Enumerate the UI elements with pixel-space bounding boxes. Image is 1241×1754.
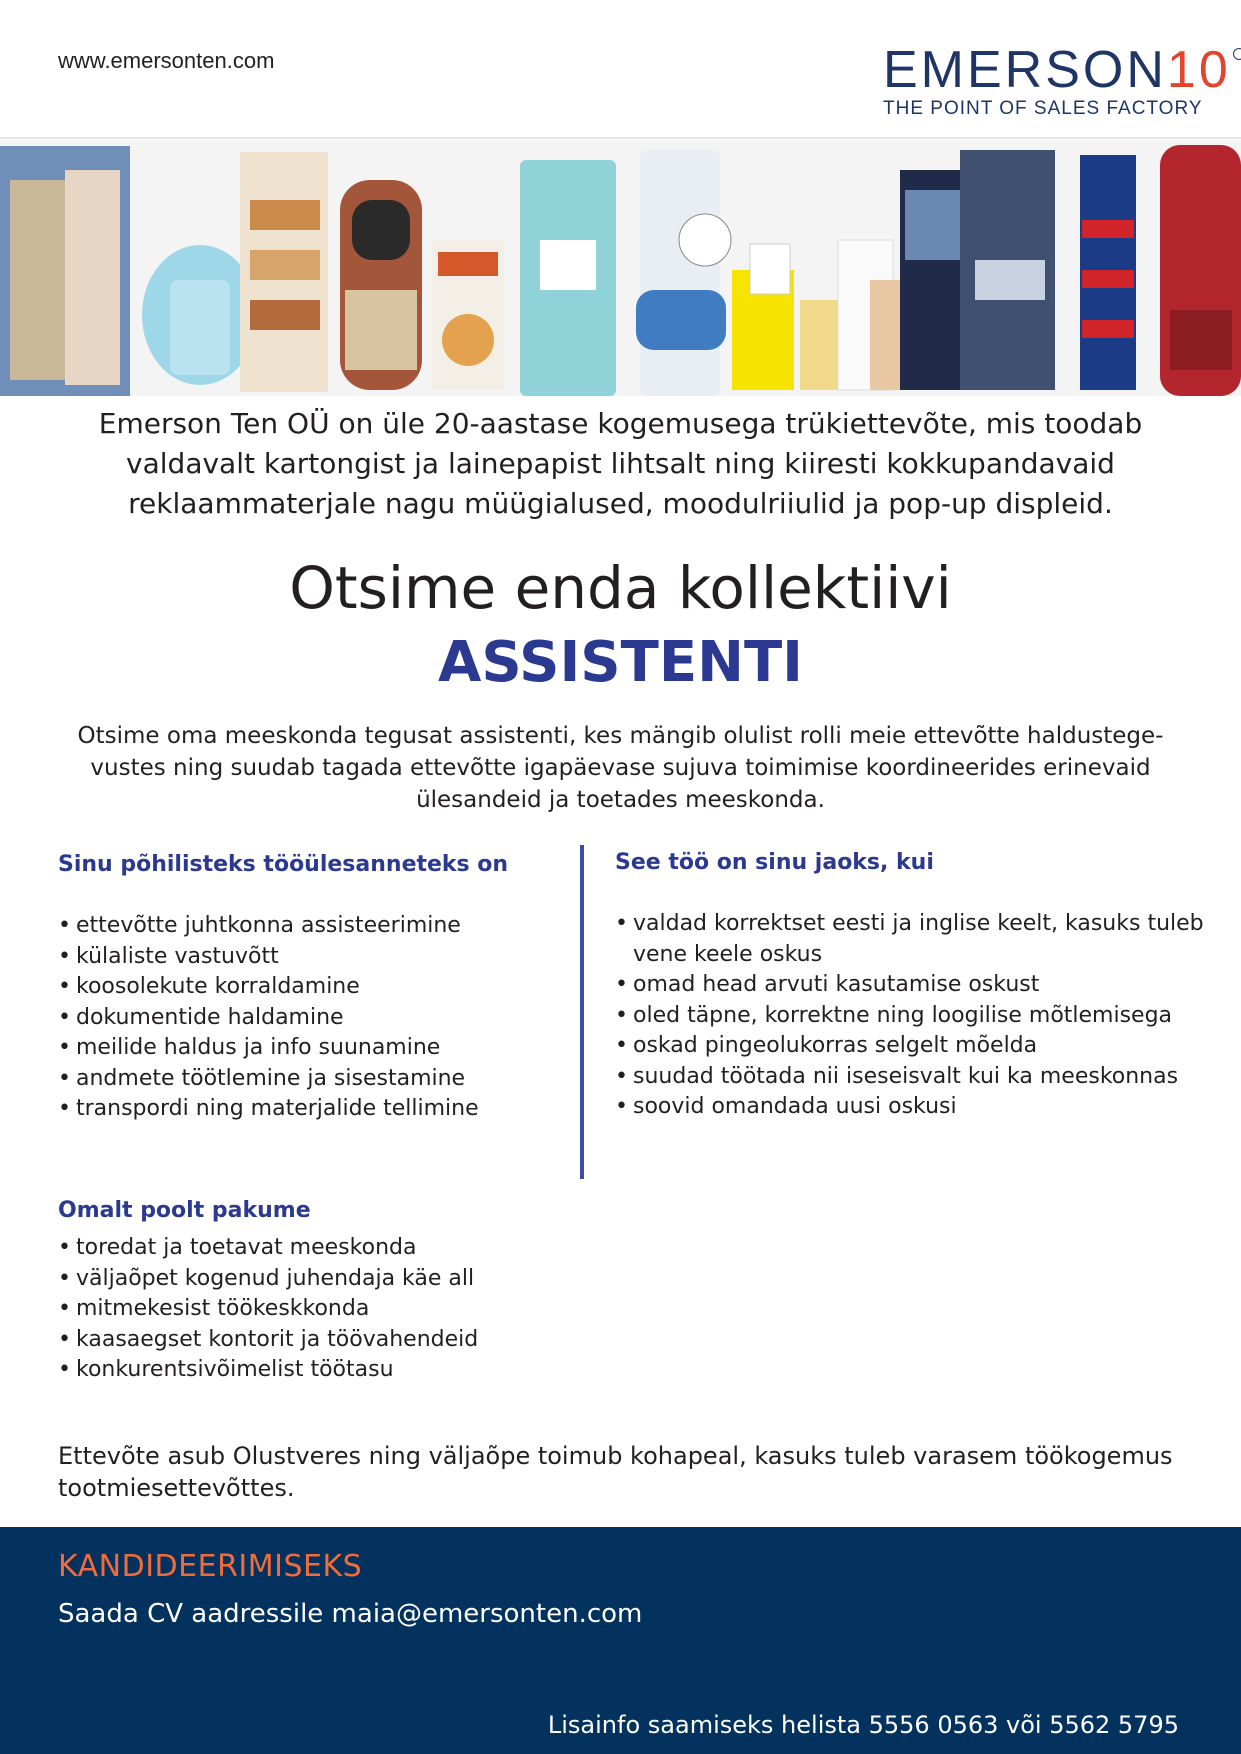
requirements-section <box>615 850 1215 1123</box>
location-note: Ettevõte asub Olustveres ning väljaõpe toimub kohapeal, kasuks tuleb varasem töökogemus tootmiesettevõttes. <box>58 1442 1173 1502</box>
apply-footer <box>0 1527 1241 1754</box>
company-logo <box>883 41 1231 120</box>
column-divider <box>580 845 584 1179</box>
list-item: • kaasaegset kontorit ja töövahendeid <box>58 1325 658 1356</box>
apply-email[interactable]: Saada CV aadressile maia@emersonten.com <box>58 1599 643 1629</box>
list-item: • andmete töötlemine ja sisestamine <box>58 1064 578 1095</box>
list-item: • suudad töötada nii iseseisvalt kui ka meeskonnas <box>615 1062 1215 1093</box>
company-intro: Emerson Ten OÜ on üle 20-aastase kogemusega trükiettevõte, mis toodab valdavalt kartongist ja lainepapist lihtsalt ning kiiresti kokkupandavaid reklaammaterjale nagu müügialused, moodulriiulid ja pop-up displeid. <box>98 407 1143 520</box>
tasks-title: Sinu põhilisteks tööülesanneteks on <box>58 852 509 877</box>
offer-section <box>58 1198 658 1386</box>
job-description: Otsime oma meeskonda tegusat assistenti, kes mängib olulist rolli meie ettevõtte haldustege-vustes ning suudab tagada ettevõtte igapäevase sujuva toimimise koordineerides erinevaid ülesandeid ja toetades meeskonda. <box>77 723 1164 813</box>
tasks-list <box>58 911 578 1125</box>
list-item: • koosolekute korraldamine <box>58 972 578 1003</box>
list-item: • transpordi ning materjalide tellimine <box>58 1094 578 1125</box>
list-item: • meilide haldus ja info suunamine <box>58 1033 578 1064</box>
offer-title: Omalt poolt pakume <box>58 1198 311 1223</box>
header-divider <box>0 137 1241 139</box>
list-item: • toredat ja toetavat meeskonda <box>58 1233 658 1264</box>
pos-displays-image <box>0 140 1241 396</box>
list-item: • soovid omandada uusi oskusi <box>615 1092 1215 1123</box>
offer-list <box>58 1233 658 1386</box>
list-item: • dokumentide haldamine <box>58 1003 578 1034</box>
headline: Otsime enda kollektiivi <box>289 554 952 622</box>
list-item: • konkurentsivõimelist töötasu <box>58 1355 658 1386</box>
requirements-title: See töö on sinu jaoks, kui <box>615 850 934 875</box>
tasks-section <box>58 852 578 1125</box>
logo-tagline: THE POINT OF SALES FACTORY <box>883 98 1203 119</box>
requirements-list <box>615 909 1215 1123</box>
list-item: • omad head arvuti kasutamise oskust <box>615 970 1215 1001</box>
list-item: • valdad korrektset eesti ja inglise keelt, kasuks tuleb vene keele oskus <box>615 909 1215 970</box>
list-item: • oled täpne, korrektne ning loogilise mõtlemisega <box>615 1001 1215 1032</box>
contact-phone[interactable]: Lisainfo saamiseks helista 5556 0563 või 5562 5795 <box>547 1711 1179 1739</box>
logo-wordmark: EMERSON10 <box>883 44 1213 96</box>
list-item: • ettevõtte juhtkonna assisteerimine <box>58 911 578 942</box>
product-banner <box>0 140 1241 396</box>
list-item: • külaliste vastuvõtt <box>58 942 578 973</box>
list-item: • mitmekesist töökeskkonda <box>58 1294 658 1325</box>
list-item: • väljaõpet kogenud juhendaja käe all <box>58 1264 658 1295</box>
position-title: ASSISTENTI <box>437 630 803 695</box>
apply-heading: KANDIDEERIMISEKS <box>58 1549 363 1584</box>
list-item: • oskad pingeolukorras selgelt mõelda <box>615 1031 1215 1062</box>
website-url[interactable]: www.emersonten.com <box>58 48 275 73</box>
